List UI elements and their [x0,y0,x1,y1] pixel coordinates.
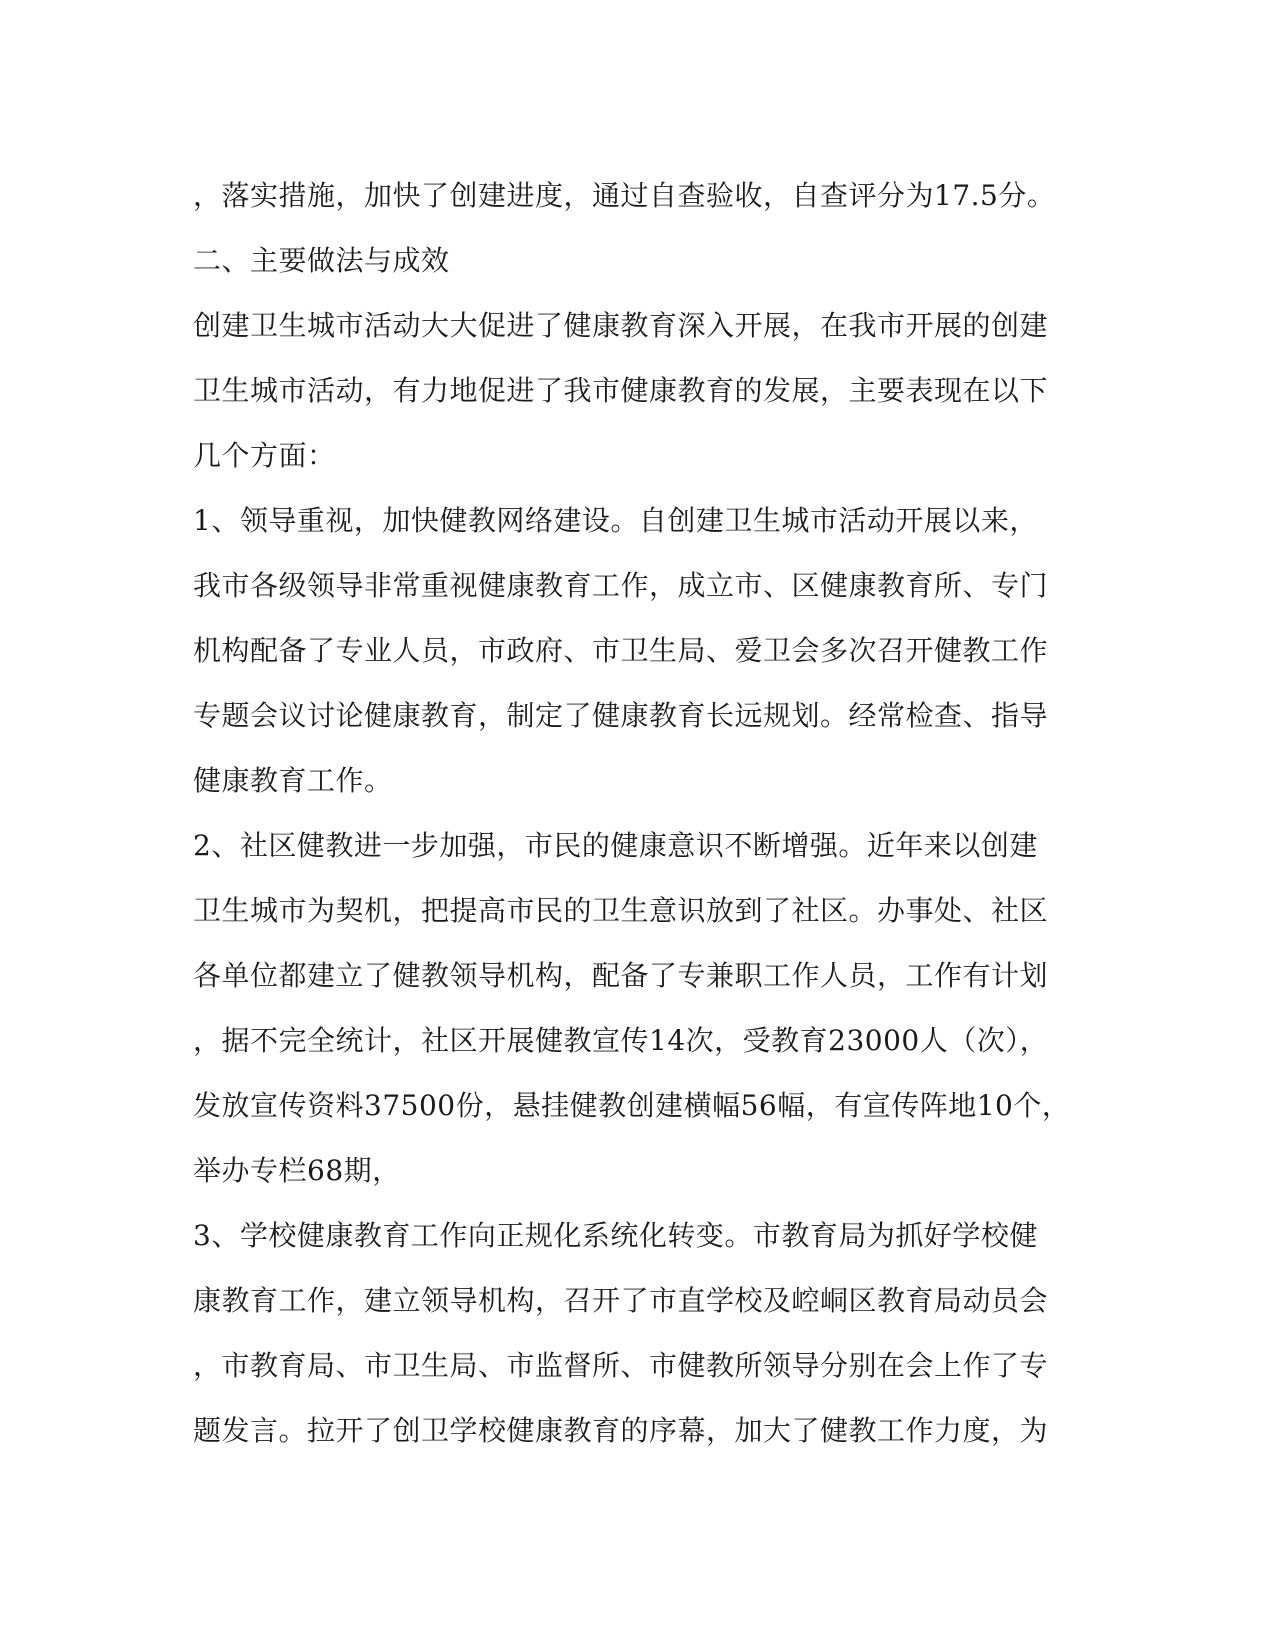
text-line: 创建卫生城市活动大大促进了健康教育深入开展，在我市开展的创建 [193,309,1049,342]
text-line: 各单位都建立了健教领导机构，配备了专兼职工作人员，工作有计划 [193,959,1049,992]
text-line: 专题会议讨论健康教育，制定了健康教育长远规划。经常检查、指导 [193,699,1049,732]
text-line: 题发言。拉开了创卫学校健康教育的序幕，加大了健教工作力度，为 [193,1414,1049,1447]
text-line: 几个方面： [193,439,336,472]
text-line: 健康教育工作。 [193,764,393,797]
text-line: 康教育工作，建立领导机构，召开了市直学校及崆峒区教育局动员会 [193,1284,1049,1317]
section-heading: 二、主要做法与成效 [193,244,450,277]
text-line: 2、社区健教进一步加强，市民的健康意识不断增强。近年来以创建 [193,829,1038,862]
text-line: ，落实措施，加快了创建进度，通过自查验收，自查评分为17.5分。 [193,179,1056,212]
text-line: ，市教育局、市卫生局、市监督所、市健教所领导分别在会上作了专 [193,1349,1049,1382]
text-line: 卫生城市活动，有力地促进了我市健康教育的发展，主要表现在以下 [193,374,1049,407]
text-line: 卫生城市为契机，把提高市民的卫生意识放到了社区。办事处、社区 [193,894,1049,927]
text-line: 3、学校健康教育工作向正规化系统化转变。市教育局为抓好学校健 [193,1219,1038,1252]
text-line: 发放宣传资料37500份，悬挂健教创建横幅56幅，有宣传阵地10个， [193,1089,1071,1122]
text-line: ，据不完全统计，社区开展健教宣传14次，受教育23000人（次）， [193,1024,1049,1057]
text-line: 我市各级领导非常重视健康教育工作，成立市、区健康教育所、专门 [193,569,1049,602]
text-line: 举办专栏68期， [193,1154,401,1187]
text-line: 1、领导重视，加快健教网络建设。自创建卫生城市活动开展以来， [193,504,1038,537]
text-line: 机构配备了专业人员，市政府、市卫生局、爱卫会多次召开健教工作 [193,634,1049,667]
body-text [193,163,1073,1463]
